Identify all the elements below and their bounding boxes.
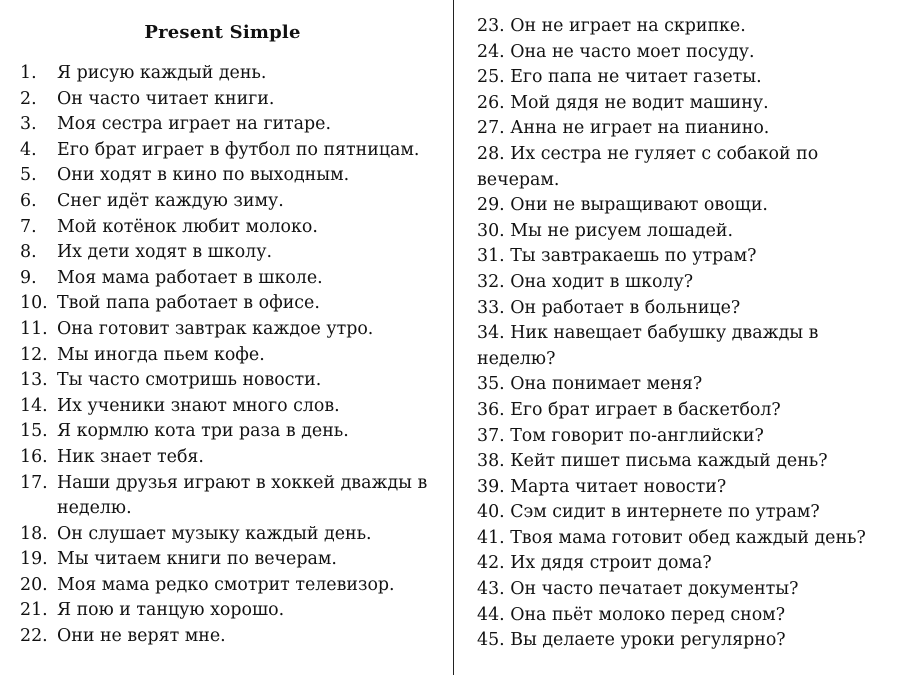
item-sentence: Они не верят мне. (57, 626, 226, 647)
item-sentence: Том говорит по-английски? (510, 425, 764, 446)
exercise-item (20, 445, 440, 471)
exercise-item (477, 116, 907, 142)
item-sentence: Он часто читает книги. (57, 88, 275, 109)
item-number: 32. (477, 271, 505, 292)
exercise-item (477, 424, 907, 450)
item-sentence: Она готовит завтрак каждое утро. (57, 318, 374, 339)
exercise-item (477, 296, 907, 322)
item-number: 26. (477, 92, 505, 113)
exercise-item (477, 91, 907, 117)
item-number: 5. (20, 165, 37, 186)
item-sentence: Моя сестра играет на гитаре. (57, 114, 331, 135)
exercise-item (20, 87, 440, 113)
exercise-item (477, 526, 907, 552)
item-sentence: Его брат играет в баскетбол? (510, 399, 781, 420)
exercise-item (477, 372, 907, 398)
item-number: 9. (20, 267, 37, 288)
item-number: 23. (477, 16, 505, 36)
item-sentence: Анна не играет на пианино. (510, 118, 770, 139)
item-sentence: Я кормлю кота три раза в день. (57, 421, 349, 442)
item-sentence: Я пою и танцую хорошо. (57, 600, 285, 621)
item-sentence: Они ходят в кино по выходным. (57, 165, 350, 186)
exercise-item (477, 551, 907, 577)
item-number: 10. (20, 293, 48, 314)
item-number: 20. (20, 574, 48, 595)
item-number: 11. (20, 318, 48, 339)
item-sentence: Вы делаете уроки регулярно? (510, 630, 786, 651)
item-sentence: Он слушает музыку каждый день. (57, 523, 372, 544)
page-title: Present Simple (144, 22, 301, 43)
exercise-item (477, 244, 907, 270)
item-sentence: Их ученики знают много слов. (57, 395, 340, 416)
item-number: 6. (20, 190, 37, 211)
exercise-item (477, 449, 907, 475)
item-sentence: Моя мама работает в школе. (57, 267, 323, 288)
item-sentence: Она понимает меня? (510, 374, 703, 395)
item-number: 13. (20, 370, 48, 391)
item-sentence: Я рисую каждый день. (57, 63, 267, 83)
exercise-item (477, 603, 907, 629)
exercise-item (477, 500, 907, 526)
exercise-item (20, 317, 440, 343)
item-number: 4. (20, 139, 37, 160)
item-number: 8. (20, 242, 37, 263)
item-sentence: Его папа не читает газеты. (510, 67, 762, 88)
item-sentence: Твоя мама готовит обед каждый день? (510, 527, 866, 548)
exercise-item (477, 65, 907, 91)
exercise-item (20, 598, 440, 624)
item-number: 31. (477, 246, 505, 267)
item-number: 22. (20, 626, 48, 647)
item-number: 2. (20, 88, 37, 109)
item-sentence: Мы не рисуем лошадей. (510, 220, 734, 241)
exercise-item (20, 368, 440, 394)
item-number: 1. (20, 63, 37, 83)
item-number: 19. (20, 549, 48, 570)
left-column (20, 61, 440, 650)
item-number: 17. (20, 472, 48, 493)
exercise-item (20, 471, 447, 522)
exercise-item (20, 419, 440, 445)
item-sentence: Мой котёнок любит молоко. (57, 216, 318, 237)
item-sentence: Он работает в больнице? (510, 297, 741, 318)
exercise-item (20, 343, 440, 369)
item-number: 36. (477, 399, 505, 420)
item-number: 24. (477, 41, 505, 62)
right-column (477, 14, 907, 654)
item-number: 7. (20, 216, 37, 237)
item-sentence: Наши друзья играют в хоккей дважды в неделю. (57, 472, 428, 519)
column-divider (453, 0, 454, 675)
item-number: 25. (477, 67, 505, 88)
item-number: 35. (477, 374, 505, 395)
item-number: 29. (477, 195, 505, 216)
item-sentence: Ты часто смотришь новости. (57, 370, 322, 391)
item-number: 41. (477, 527, 505, 548)
item-sentence: Их дети ходят в школу. (57, 242, 272, 263)
exercise-item (20, 240, 440, 266)
exercise-item (477, 14, 907, 40)
item-number: 14. (20, 395, 48, 416)
exercise-item (477, 475, 907, 501)
exercise-item (20, 163, 440, 189)
item-number: 18. (20, 523, 48, 544)
exercise-item (477, 40, 907, 66)
exercise-item (20, 547, 440, 573)
item-number: 30. (477, 220, 505, 241)
exercise-item (477, 193, 907, 219)
item-sentence: Она не часто моет посуду. (510, 41, 755, 62)
item-number: 12. (20, 344, 48, 365)
item-sentence: Мы читаем книги по вечерам. (57, 549, 337, 570)
exercise-item (20, 112, 440, 138)
item-number: 33. (477, 297, 505, 318)
left-exercise-list (20, 61, 440, 650)
item-sentence: Марта читает новости? (510, 476, 727, 497)
exercise-item (477, 321, 827, 372)
exercise-item (477, 142, 827, 193)
item-sentence: Они не выращивают овощи. (510, 195, 768, 216)
item-number: 21. (20, 600, 48, 621)
item-number: 39. (477, 476, 505, 497)
item-number: 44. (477, 604, 505, 625)
exercise-item (477, 219, 907, 245)
item-sentence: Ты завтракаешь по утрам? (510, 246, 757, 267)
item-sentence: Мы иногда пьем кофе. (57, 344, 265, 365)
item-number: 38. (477, 451, 505, 472)
item-sentence: Его брат играет в футбол по пятницам. (57, 139, 420, 160)
exercise-item (20, 291, 440, 317)
exercise-item (20, 61, 440, 87)
item-sentence: Ник навещает бабушку дважды в неделю? (477, 323, 819, 369)
item-number: 43. (477, 579, 505, 600)
item-number: 42. (477, 553, 505, 574)
item-number: 27. (477, 118, 505, 139)
exercise-item (20, 624, 440, 650)
exercise-item (20, 138, 440, 164)
item-sentence: Мой дядя не водит машину. (510, 92, 769, 113)
item-sentence: Их сестра не гуляет с собакой по вечерам. (477, 143, 819, 190)
exercise-item (20, 266, 440, 292)
item-sentence: Ник знает тебя. (57, 446, 204, 467)
item-sentence: Моя мама редко смотрит телевизор. (57, 574, 395, 595)
item-sentence: Она ходит в школу? (510, 271, 694, 292)
item-sentence: Он часто печатает документы? (510, 579, 799, 600)
item-sentence: Кейт пишет письма каждый день? (510, 451, 828, 472)
item-sentence: Он не играет на скрипке. (510, 16, 746, 36)
exercise-item (20, 215, 440, 241)
exercise-item (20, 189, 440, 215)
item-sentence: Их дядя строит дома? (510, 553, 712, 574)
exercise-item (477, 398, 907, 424)
exercise-item (20, 522, 440, 548)
item-number: 34. (477, 323, 505, 344)
exercise-item (20, 573, 440, 599)
item-number: 45. (477, 630, 505, 651)
item-number: 16. (20, 446, 48, 467)
item-number: 3. (20, 114, 37, 135)
exercise-item (477, 577, 907, 603)
exercise-item (20, 394, 440, 420)
exercise-item (477, 270, 907, 296)
item-sentence: Сэм сидит в интернете по утрам? (510, 502, 820, 523)
item-number: 40. (477, 502, 505, 523)
item-sentence: Она пьёт молоко перед сном? (510, 604, 786, 625)
right-exercise-list (477, 14, 907, 654)
item-sentence: Снег идёт каждую зиму. (57, 190, 284, 211)
item-sentence: Твой папа работает в офисе. (57, 293, 320, 314)
item-number: 37. (477, 425, 505, 446)
item-number: 15. (20, 421, 48, 442)
item-number: 28. (477, 143, 505, 164)
exercise-item (477, 628, 907, 654)
